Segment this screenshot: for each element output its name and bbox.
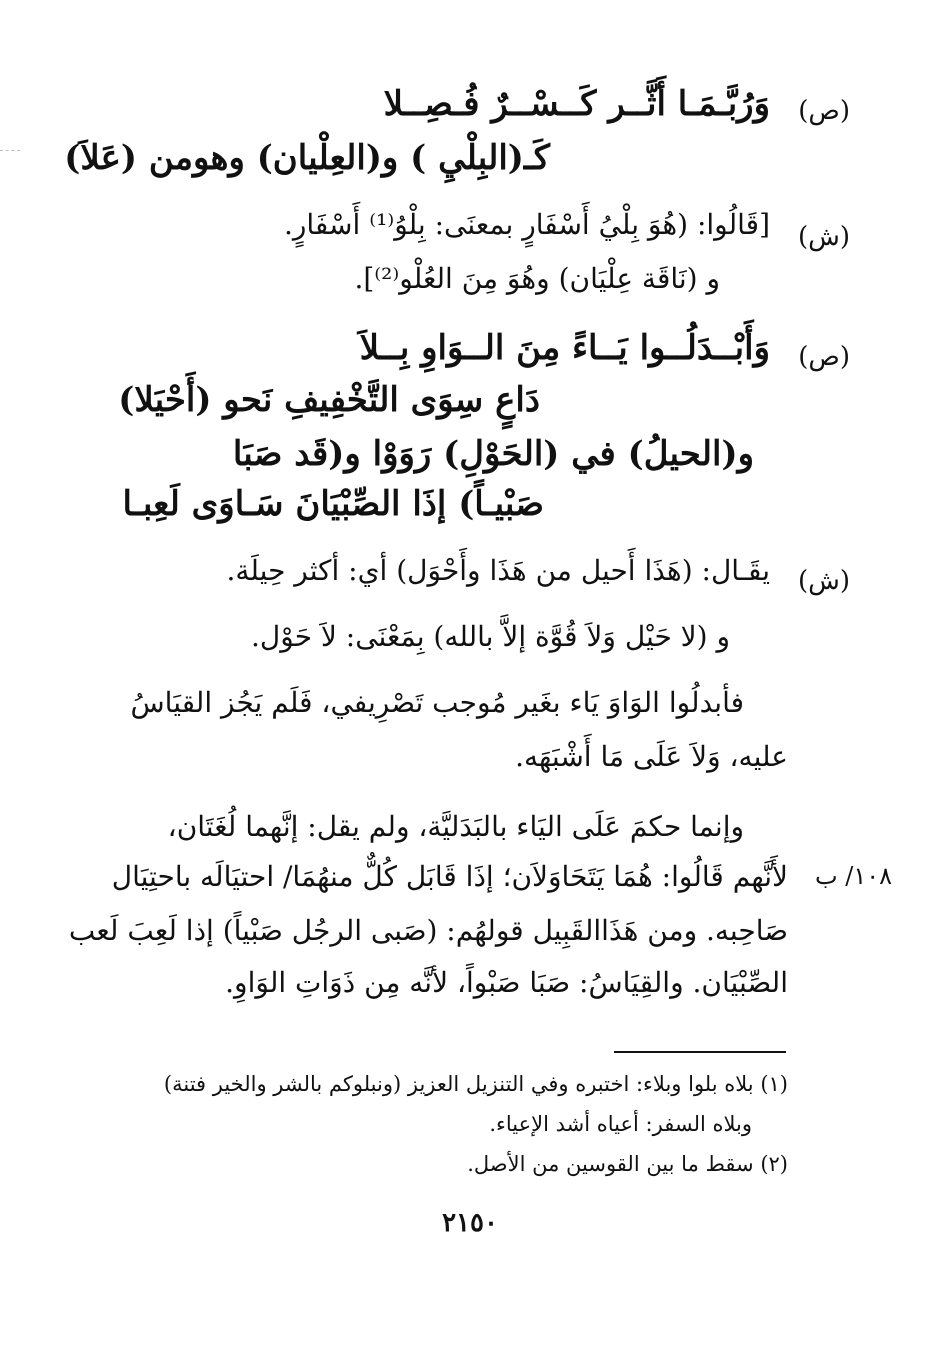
shin-marker-2: (ش) [797, 566, 850, 596]
commentary2-line2: و (لا حَيْل وَلاَ قُوَّة إلاَّ بالله) بِمَعْنَى: لاَ حَوْل. [251, 620, 730, 653]
footnote-1-line2: وبلاه السفر: أعياه أشد الإعياء. [489, 1112, 752, 1136]
footnote-2-line1: (٢) سقط ما بين القوسين من الأصل. [467, 1152, 788, 1176]
commentary2-line5: وإنما حكمَ عَلَى اليَاء بالبَدَليَّة، ولم يقل: إنَّهما لُغَتَان، [167, 810, 744, 843]
page-number: ٢١٥٠ [442, 1208, 498, 1238]
footnote-1-line1: (١) بلاه بلوا وبلاء: اختبره وفي التنزيل العزيز (ونبلوكم بالشر والخير فتنة) [163, 1072, 788, 1096]
verse2-line3: و(الحيلُ) في (الحَوْلِ) رَوَوْا و(قَد صَبَا [232, 434, 754, 474]
commentary1-line2: و (نَاقَة عِلْيَان) وهُوَ مِنَ العُلْو⁽²⁾]. [354, 262, 720, 295]
commentary1-line1: [قَالُوا: (هُوَ بِلْيُ أَسْفَارٍ بمعنَى: بِلْوُ⁽¹⁾ أَسْفَارٍ. [283, 208, 770, 241]
commentary2-line7: صَاحِبه. ومن هَذَاالقَبِيل قولهُم: (صَبى الرجُل صَبْياً) إذا لَعِبَ لَعب [68, 914, 788, 947]
verse1-line2: كَـ(البِلْيِ ) و(العِلْيان) وهومن (عَلاَ) [64, 138, 550, 178]
margin-folio-marker: ١٠٨/ ب [815, 862, 892, 890]
margin-scan-mark [0, 150, 20, 211]
commentary2-line8: الصِّبْيَان. والقِيَاسُ: صَبَا صَبْواً، لأنَّه مِن ذَوَاتِ الوَاوِ. [225, 966, 788, 999]
shin-marker-1: (ش) [797, 222, 850, 252]
commentary2-line1: يقَـال: (هَذَا أَحيل من هَذَا وأَحْوَل) أي: أكثر حِيلَة. [226, 554, 770, 587]
footnote-separator [614, 1051, 786, 1053]
sad-marker-1: (ص) [798, 96, 850, 126]
commentary2-line4: عليه، وَلاَ عَلَى مَا أَشْبَهَه. [515, 740, 788, 773]
verse1-line1: وَرُبَّـمَـا أَثَّــر كَــسْــرٌ فُـصِــلا [383, 84, 770, 124]
verse2-line1: وَأَبْــدَلُــوا يَــاءً مِنَ الــوَاوِ بِــلاَ [359, 328, 770, 368]
commentary2-line3: فأبدلُوا الوَاوَ يَاء بغَير مُوجب تَصْرِيفي، فَلَم يَجُز القيَاسُ [130, 686, 744, 719]
sad-marker-2: (ص) [798, 342, 850, 372]
commentary2-line6: لأَنَّهم قَالُوا: هُمَا يَتَحَاوَلاَن؛ إذَا قَابَل كُلٌّ منهُمَا/ احتيَالَه باحتِيَال [111, 860, 788, 893]
verse2-line4: صَبْيـاً) إذَا الصِّبْيَانَ سَـاوَى لَعِبـا [122, 484, 544, 524]
verse2-line2: دَاعٍ سِوَى التَّخْفِيفِ نَحو (أَحْيَلا) [118, 380, 540, 420]
